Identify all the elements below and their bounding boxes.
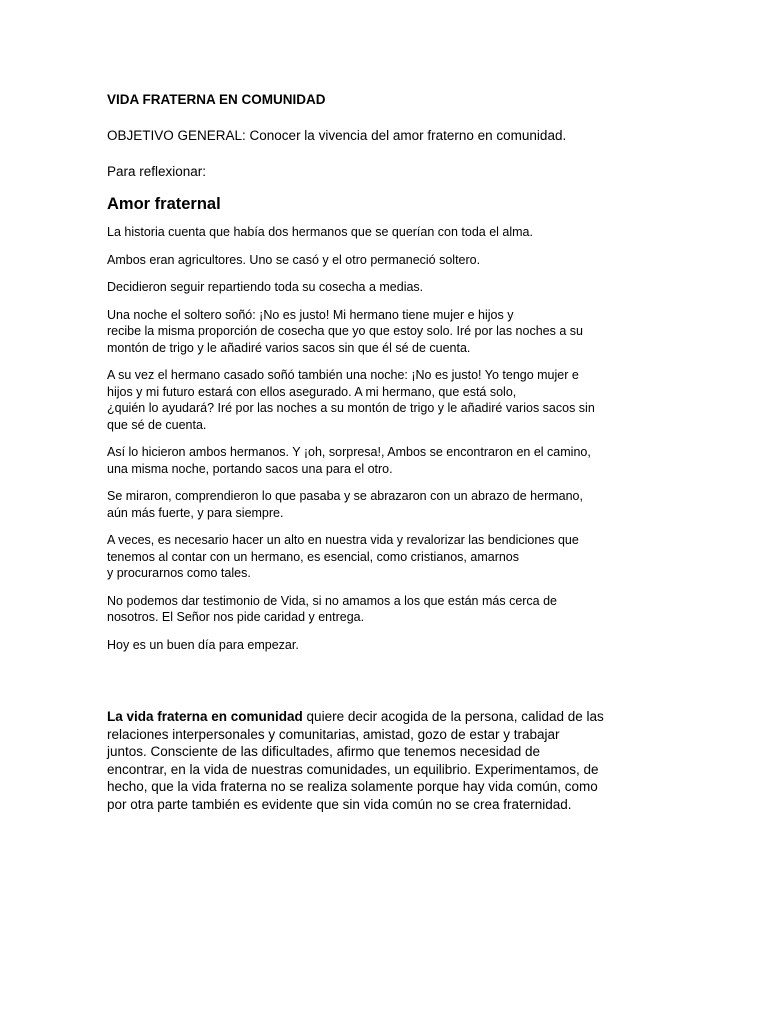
paragraph-2: Ambos eran agricultores. Uno se casó y el otro permaneció soltero. [107,252,481,267]
paragraph-7: Se miraron, comprendieron lo que pasaba y se abrazaron con un abrazo de hermano, aún más fuerte, y para siempre. [107,489,583,520]
paragraph-6: Así lo hicieron ambos hermanos. Y ¡oh, sorpresa!, Ambos se encontraron en el camino, una misma noche, portando sacos una para el otro. [107,445,591,476]
paragraph-10: Hoy es un buen día para empezar. [107,637,299,652]
document-title: VIDA FRATERNA EN COMUNIDAD [107,92,326,107]
paragraph-8: A veces, es necesario hacer un alto en nuestra vida y revalorizar las bendiciones que tenemos al contar con un hermano, es esencial, como cristianos, amarnos y procurarnos como tales. [107,533,579,580]
paragraph-1: La historia cuenta que había dos hermanos que se querían con toda el alma. [107,225,533,239]
paragraph-9: No podemos dar testimonio de Vida, si no amamos a los que están más cerca de nosotros. El Señor nos pide caridad y entrega. [107,593,558,624]
section-heading: Amor fraternal [107,195,221,213]
reflect-label: Para reflexionar: [107,164,207,179]
closing-text: quiere decir acogida de la persona, calidad de las relaciones interpersonales y comunitarias, amistad, gozo de estar y trabajar juntos. Consciente de las dificultades, afirmo que tenemos necesidad de encontrar, en la vida de nuestras comunidades, un equilibrio. Experimentamos, de hecho, que la vida fraterna no se realiza solamente porque hay vida común, como por otra parte también es evidente que sin vida común no se crea fraternidad. [107,709,604,812]
story-body [107,224,668,653]
paragraph-3: Decidieron seguir repartiendo toda su cosecha a medias. [107,280,424,294]
paragraph-5: A su vez el hermano casado soñó también una noche: ¡No es justo! Yo tengo mujer e hijos y mi futuro estará con ellos asegurado. A mi hermano, que está solo, ¿quién lo ayudará? Iré por las noches a su montón de trigo y le añadiré varios sacos sin que sé de cuenta. [107,368,595,432]
paragraph-4: Una noche el soltero soñó: ¡No es justo! Mi hermano tiene mujer e hijos y recibe la misma proporción de cosecha que yo que estoy solo. Iré por las noches a su montón de trigo y le añadiré varios sacos sin que él sé de cuenta. [107,307,583,355]
closing-bold-phrase: La vida fraterna en comunidad [107,709,303,724]
closing-paragraph [107,708,668,813]
objective-statement: OBJETIVO GENERAL: Conocer la vivencia del amor fraterno en comunidad. [107,128,567,143]
